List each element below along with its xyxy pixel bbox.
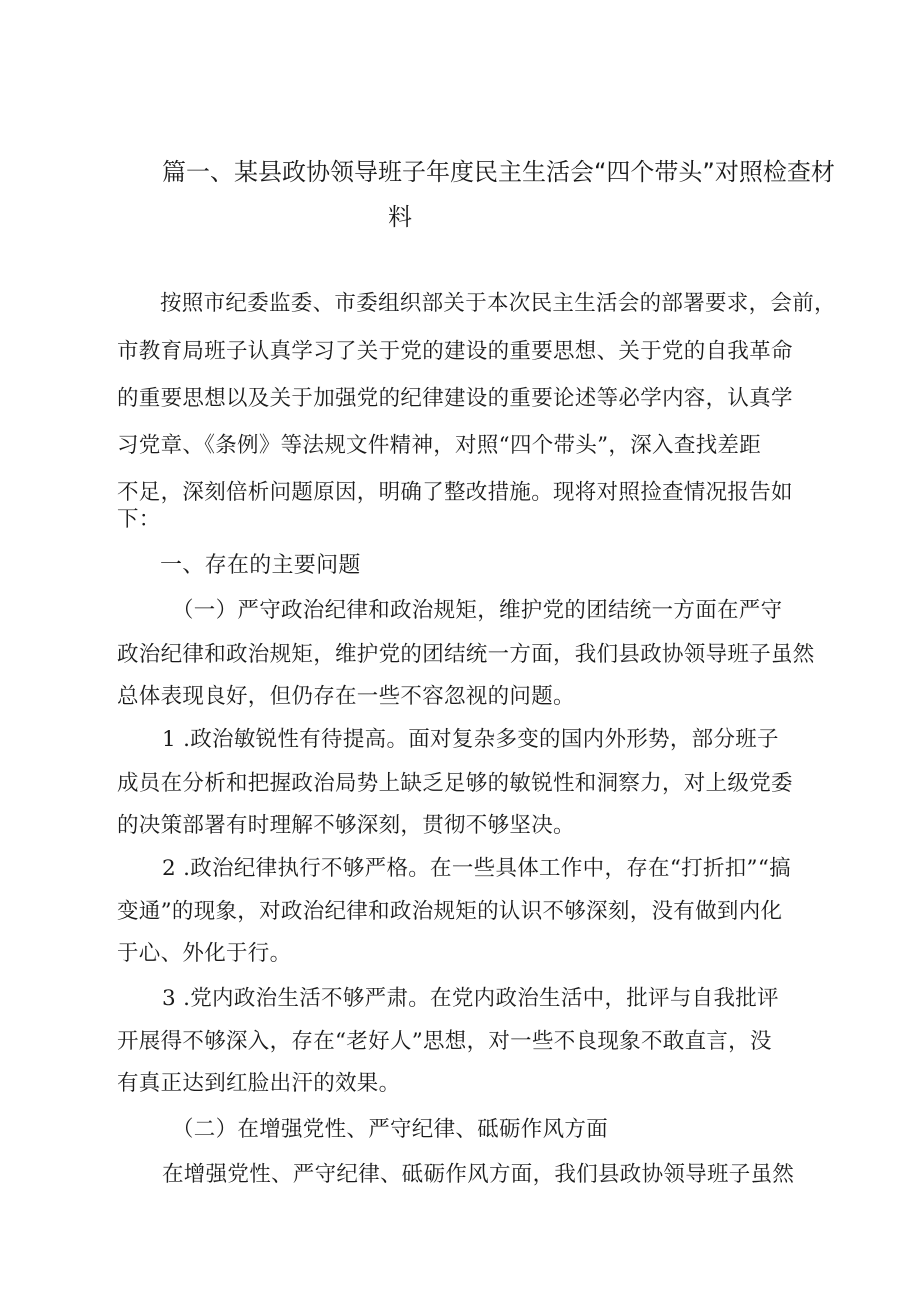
intro-line-5: 不足，深刻倍析问题原因，明确了整改措施。现将对照捡查情况报告如	[117, 480, 793, 505]
sub1-line-3: 总体表现良好，但仍存在一些不容忽视的问题。	[117, 684, 575, 709]
item3-line-3: 有真正达到红脸出汗的效果。	[117, 1071, 401, 1096]
item2-line-2: 变通”的现象，对政治纪律和政治规矩的认识不够深刻，没有做到内化	[117, 899, 783, 924]
sub1-line-1: （一）严守政治纪律和政治规矩，维护党的团结统一方面在严守	[172, 598, 783, 623]
item1-line-1: 1 .政治敏锐性有待提高。面对复杂多变的国内外形势，部分班子	[162, 727, 779, 752]
intro-line-4: 习党章、《条例》等法规文件精神，对照“四个带头”，深入查找差距	[117, 433, 762, 458]
item2-line-1: 2 .政治纪律执行不够严格。在一些具体工作中，存在“打折扣”“搞	[162, 856, 791, 881]
intro-line-3: 的重要思想以及关于加强党的纪律建设的重要论述等必学内容，认真学	[117, 386, 793, 411]
section-heading-main-problems: 一、存在的主要问题	[160, 553, 361, 578]
intro-line-2: 市教育局班子认真学习了关于党的建设的重要思想、关于党的自我革命	[117, 339, 793, 364]
item2-line-3: 于心、外化于行。	[117, 941, 292, 966]
sub2-line-1: 在增强党性、严守纪律、砥砺作风方面，我们县政协领导班子虽然	[162, 1162, 795, 1187]
document-title-line-2: 料	[388, 203, 412, 231]
intro-line-1: 按照市纪委监委、市委组织部关于本次民主生活会的部署要求，会前，	[160, 291, 836, 316]
item1-line-2: 成员在分析和把握政治局势上缺乏足够的敏锐性和洞察力，对上级党委	[117, 771, 793, 796]
sub2-heading: （二）在增强党性、严守纪律、砥砺作风方面	[172, 1117, 609, 1142]
sub1-line-2: 政治纪律和政治规矩，维护党的团结统一方面，我们县政协领导班子虽然	[117, 642, 815, 667]
item3-line-1: 3 .党内政治生活不够严肃。在党内政治生活中，批评与自我批评	[162, 986, 779, 1011]
document-title-line-1: 篇一、某县政协领导班子年度民主生活会“四个带头”对照检查材	[162, 158, 835, 186]
item1-line-3: 的决策部署有时理解不够深刻，贯彻不够坚决。	[117, 813, 575, 838]
intro-line-6: 下：	[117, 507, 161, 532]
item3-line-2: 开展得不够深入，存在“老好人”思想，对一些不良现象不敢直言，没	[117, 1029, 772, 1054]
